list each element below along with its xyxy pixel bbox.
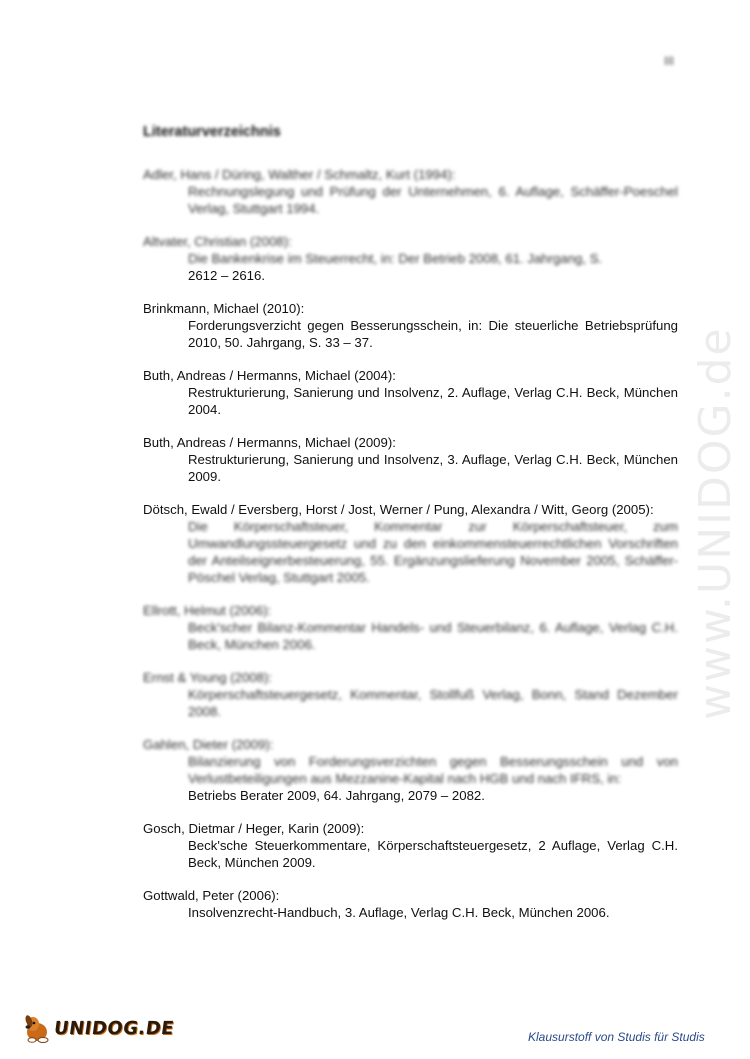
reference-author: Ellrott, Helmut (2006): (143, 603, 272, 618)
dog-icon (22, 1012, 52, 1044)
watermark: www.UNIDOG.de (690, 326, 741, 720)
reference-author: Brinkmann, Michael (2010): (143, 301, 305, 316)
reference-author: Altvater, Christian (2008): (143, 234, 292, 249)
page-number: III (664, 54, 675, 68)
reference-entry (143, 300, 678, 351)
reference-author: Adler, Hans / Düring, Walther / Schmaltz, Kurt (1994): (143, 167, 456, 182)
reference-list (143, 166, 678, 937)
reference-detail: Rechnungslegung und Prüfung der Unternehmen, 6. Auflage, Schäffer-Poeschel Verlag, Stuttgart 1994. (188, 184, 678, 216)
page-title: Literaturverzeichnis (143, 124, 281, 140)
reference-author: Gahlen, Dieter (2009): (143, 737, 274, 752)
reference-detail: Beck'sche Steuerkommentare, Körperschaftsteuergesetz, 2 Auflage, Verlag C.H. Beck, München 2009. (188, 838, 678, 870)
reference-detail: Forderungsverzicht gegen Besserungsschein, in: Die steuerliche Betriebsprüfung 2010, 50. Jahrgang, S. 33 – 37. (188, 318, 678, 350)
reference-entry (143, 736, 678, 804)
reference-entry (143, 434, 678, 485)
reference-author: Dötsch, Ewald / Eversberg, Horst / Jost, Werner / Pung, Alexandra / Witt, Georg (2005): (143, 502, 654, 517)
reference-entry (143, 501, 678, 586)
reference-detail: Restrukturierung, Sanierung und Insolvenz, 3. Auflage, Verlag C.H. Beck, München 2009. (188, 452, 678, 484)
footer-slogan: Klausurstoff von Studis für Studis (528, 1030, 705, 1044)
reference-entry (143, 602, 678, 653)
reference-author: Buth, Andreas / Hermanns, Michael (2009): (143, 435, 396, 450)
reference-detail: Körperschaftsteuergesetz, Kommentar, Stollfuß Verlag, Bonn, Stand Dezember 2008. (188, 687, 678, 719)
unidog-logo (22, 1012, 174, 1044)
reference-entry (143, 820, 678, 871)
reference-author: Buth, Andreas / Hermanns, Michael (2004): (143, 368, 396, 383)
reference-entry (143, 887, 678, 921)
reference-detail: Beck'scher Bilanz-Kommentar Handels- und Steuerbilanz, 6. Auflage, Verlag C.H. Beck, München 2006. (188, 620, 678, 652)
reference-detail: Insolvenzrecht-Handbuch, 3. Auflage, Verlag C.H. Beck, München 2006. (188, 905, 610, 920)
reference-entry (143, 233, 678, 284)
logo-text: UNIDOG.DE (52, 1017, 176, 1039)
reference-detail: Die Körperschaftsteuer, Kommentar zur Körperschaftsteuer, zum Umwandlungssteuergesetz und zu den einkommensteuerrechtlichen Vorschriften der Anteilseignerbesteuerung, 55. Ergänzungslieferung November 2005, Schäffer-Pöschel Verlag, Stuttgart 2005. (188, 519, 678, 585)
reference-detail: Bilanzierung von Forderungsverzichten gegen Besserungsschein und von Verlustbeteiligungen aus Mezzanine-Kapital nach HGB und nach IFRS, in: (188, 754, 678, 786)
reference-author: Gosch, Dietmar / Heger, Karin (2009): (143, 821, 365, 836)
reference-detail-tail: Betriebs Berater 2009, 64. Jahrgang, 2079 – 2082. (188, 788, 485, 803)
reference-entry (143, 367, 678, 418)
reference-author: Gottwald, Peter (2006): (143, 888, 280, 903)
reference-detail-tail: 2612 – 2616. (188, 268, 266, 283)
reference-detail: Die Bankenkrise im Steuerrecht, in: Der Betrieb 2008, 61. Jahrgang, S. (188, 251, 603, 266)
reference-detail: Restrukturierung, Sanierung und Insolvenz, 2. Auflage, Verlag C.H. Beck, München 2004. (188, 385, 678, 417)
reference-author: Ernst & Young (2008): (143, 670, 273, 685)
reference-entry (143, 669, 678, 720)
reference-entry (143, 166, 678, 217)
